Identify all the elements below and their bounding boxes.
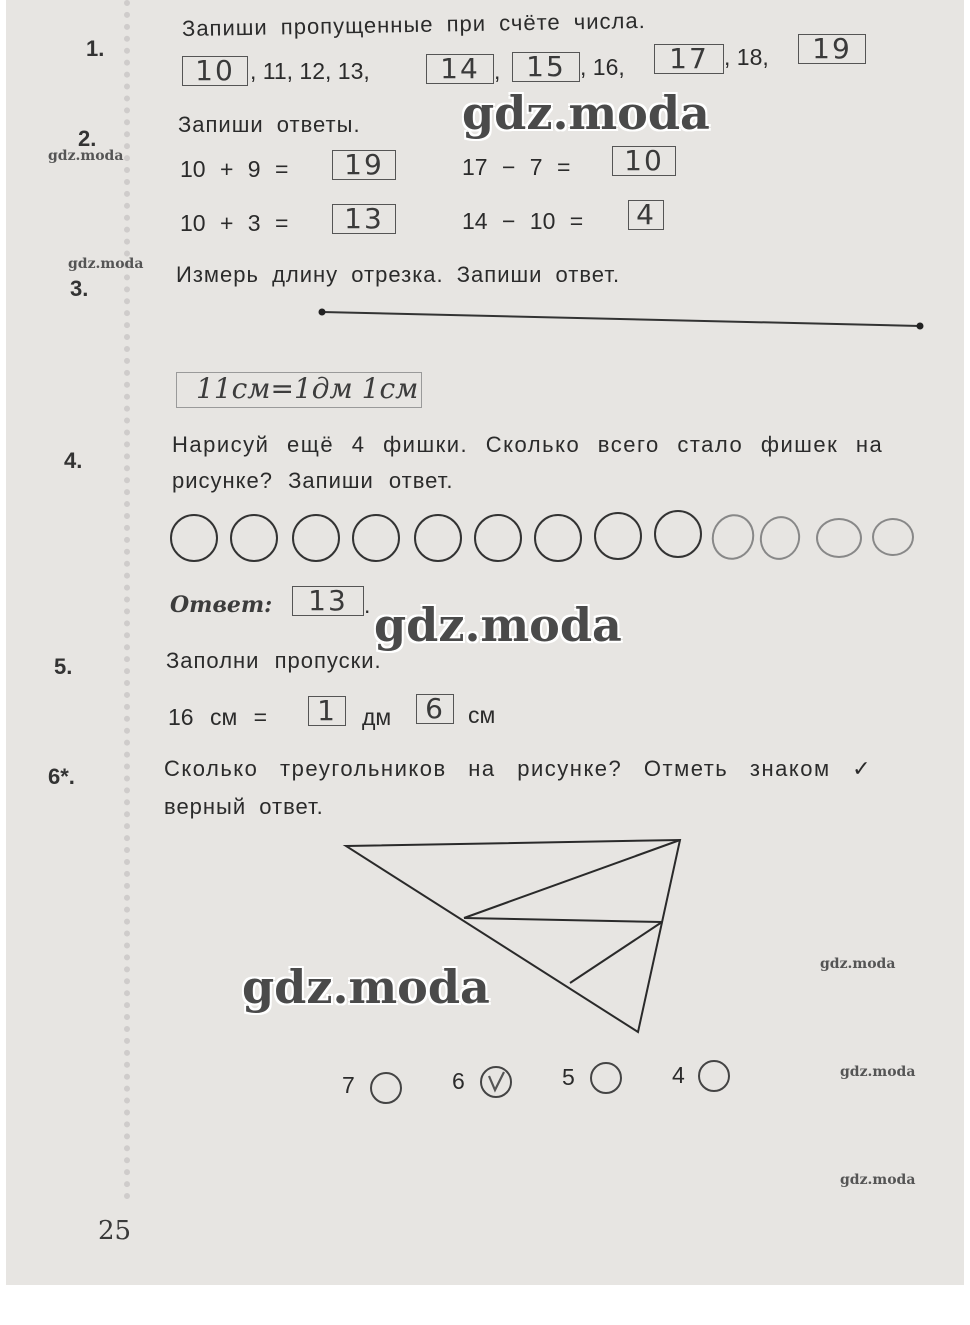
answer-box-15[interactable]: 15 bbox=[512, 52, 580, 82]
answer-box-19[interactable]: 19 bbox=[798, 34, 866, 64]
task-2-number: 2. bbox=[78, 126, 97, 151]
task-3-text: Измерь длину отрезка. Запиши ответ. bbox=[176, 262, 621, 287]
margin-dotted-line bbox=[124, 0, 130, 1200]
equation-1: 10 + 9 = bbox=[180, 156, 289, 182]
check-mark-icon bbox=[482, 1068, 510, 1096]
chip-printed bbox=[352, 514, 400, 562]
equation-2: 17 − 7 = bbox=[462, 154, 571, 180]
chip-printed bbox=[170, 514, 218, 562]
page-bottom-edge bbox=[6, 1285, 964, 1325]
sequence-text-18: , 18, bbox=[724, 44, 769, 70]
watermark: gdz.moda bbox=[462, 86, 710, 140]
option-label-7: 7 bbox=[342, 1072, 355, 1098]
task-5-number: 5. bbox=[54, 654, 73, 679]
unit-dm: дм bbox=[362, 704, 392, 730]
watermark: gdz.moda bbox=[242, 960, 490, 1014]
chip-printed bbox=[654, 510, 702, 558]
answer-box-eq1[interactable]: 19 bbox=[332, 150, 396, 180]
equation-3: 10 + 3 = bbox=[180, 210, 289, 236]
task-6-text-line1: Сколько треугольников на рисунке? Отметь знаком ✓ bbox=[164, 756, 873, 781]
answer-box-eq2[interactable]: 10 bbox=[612, 146, 676, 176]
chip-printed bbox=[292, 514, 340, 562]
chip-printed bbox=[414, 514, 462, 562]
watermark: gdz.moda bbox=[48, 148, 124, 164]
task-1-text: Запиши пропущенные при счёте числа. bbox=[181, 7, 646, 42]
answer-label: Ответ: bbox=[170, 592, 273, 618]
chip-printed bbox=[230, 514, 278, 562]
answer-box-14[interactable]: 14 bbox=[426, 54, 494, 84]
option-circle-4[interactable] bbox=[698, 1060, 730, 1092]
option-label-6: 6 bbox=[452, 1068, 465, 1094]
task-1-number: 1. bbox=[86, 36, 105, 61]
answer-length-handwritten: 11см=1дм 1см bbox=[196, 372, 419, 405]
task-4-text-line1: Нарисуй ещё 4 фишки. Сколько всего стало фишек на bbox=[172, 432, 884, 457]
task-4-text-line2: рисунке? Запиши ответ. bbox=[172, 468, 454, 493]
watermark: gdz.moda bbox=[840, 1064, 916, 1080]
answer-suffix: . bbox=[364, 592, 371, 618]
chip-printed bbox=[594, 512, 642, 560]
watermark: gdz.moda bbox=[840, 1172, 916, 1188]
answer-box-10[interactable]: 10 bbox=[182, 56, 248, 86]
answer-box-17[interactable]: 17 bbox=[654, 44, 724, 74]
unit-cm: см bbox=[468, 702, 496, 728]
answer-box-dm[interactable]: 1 bbox=[308, 696, 346, 726]
task-5-text: Заполни пропуски. bbox=[166, 648, 382, 673]
answer-box-cm[interactable]: 6 bbox=[416, 694, 454, 724]
option-circle-7[interactable] bbox=[370, 1072, 402, 1104]
answer-box-eq3[interactable]: 13 bbox=[332, 204, 396, 234]
task-2-text: Запиши ответы. bbox=[178, 112, 361, 137]
workbook-page bbox=[6, 0, 964, 1285]
watermark: gdz.moda bbox=[68, 256, 144, 272]
chip-printed bbox=[534, 514, 582, 562]
answer-box-eq4[interactable]: 4 bbox=[628, 200, 664, 230]
watermark: gdz.moda bbox=[820, 956, 896, 972]
chip-drawn bbox=[816, 518, 862, 558]
sequence-text: , 11, 12, 13, bbox=[250, 58, 370, 84]
conversion-left: 16 см = bbox=[168, 704, 268, 730]
chip-drawn bbox=[872, 518, 914, 556]
sequence-comma: , bbox=[494, 58, 501, 84]
task-6-number: 6*. bbox=[48, 764, 75, 789]
page-number: 25 bbox=[98, 1216, 132, 1246]
equation-4: 14 − 10 = bbox=[462, 208, 584, 234]
option-label-4: 4 bbox=[672, 1062, 685, 1088]
chip-drawn bbox=[755, 512, 805, 565]
task-3-number: 3. bbox=[70, 276, 89, 301]
option-circle-5[interactable] bbox=[590, 1062, 622, 1094]
watermark: gdz.moda bbox=[374, 598, 622, 652]
option-circle-6[interactable] bbox=[480, 1066, 512, 1098]
task-4-number: 4. bbox=[64, 448, 83, 473]
chip-drawn bbox=[705, 508, 760, 566]
sequence-text-16: , 16, bbox=[580, 54, 625, 80]
answer-box-chips[interactable]: 13 bbox=[292, 586, 364, 616]
chip-printed bbox=[474, 514, 522, 562]
measure-segment bbox=[306, 302, 936, 336]
option-label-5: 5 bbox=[562, 1064, 575, 1090]
task-6-text-line2: верный ответ. bbox=[164, 794, 324, 819]
